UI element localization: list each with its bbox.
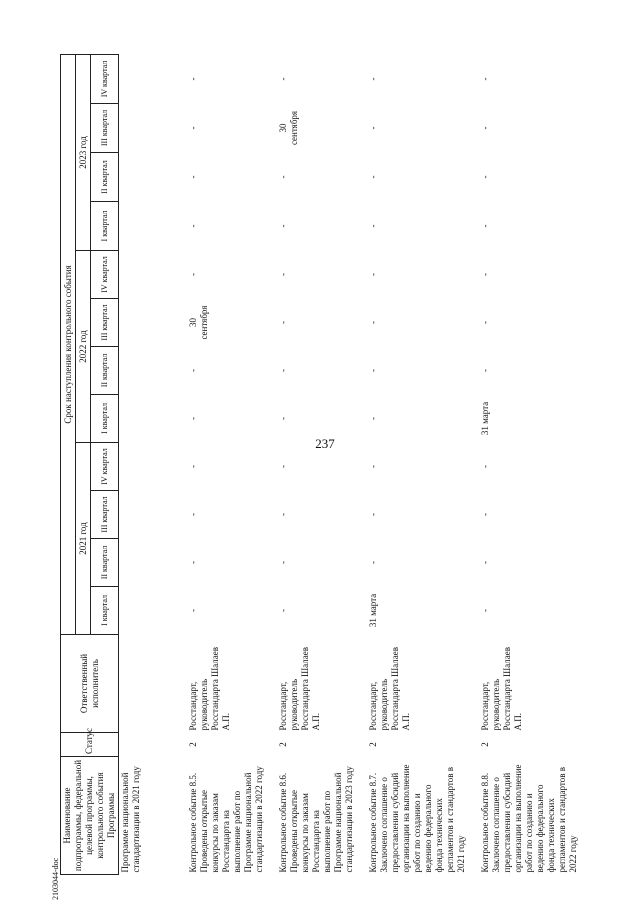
table-row	[187, 54, 277, 874]
header-quarter: I квартал	[91, 395, 119, 443]
quarter-cell	[119, 202, 187, 251]
header-responsible: Ответственный исполнитель	[61, 635, 119, 733]
quarter-cell: -	[367, 513, 378, 516]
header-year-2023: 2023 год	[76, 54, 91, 250]
quarter-cell	[119, 395, 187, 443]
event-name: Программе национальной стандартизации в 2021 году	[120, 766, 141, 873]
header-quarter: II квартал	[91, 347, 119, 395]
event-status: 2	[367, 742, 378, 747]
quarter-cell: -	[277, 369, 288, 372]
control-events-table	[60, 54, 587, 875]
quarter-cell: 31 марта	[367, 593, 378, 628]
quarter-cell: -	[187, 273, 198, 276]
quarter-cell: -	[479, 224, 490, 228]
quarter-cell: -	[187, 561, 198, 564]
header-quarter: IV квартал	[91, 251, 119, 299]
quarter-cell	[119, 347, 187, 395]
header-quarter: I квартал	[91, 587, 119, 635]
quarter-cell: -	[479, 321, 490, 324]
quarter-cell	[119, 104, 187, 153]
quarter-cell: 30 сентября	[187, 305, 209, 340]
quarter-cell: -	[187, 609, 198, 612]
quarter-cell: -	[277, 224, 288, 228]
page-number: 237	[315, 436, 335, 451]
header-deadline: Срок наступления контрольного события	[61, 54, 76, 634]
quarter-cell: -	[367, 175, 378, 179]
quarter-cell: -	[479, 609, 490, 612]
event-responsible: Росстандарт, руководитель Росстандарта Шалаев А.П.	[277, 647, 321, 731]
quarter-cell: -	[277, 273, 288, 276]
quarter-cell: -	[187, 465, 198, 468]
event-name: Контрольное событие 8.6. Проведены открытые конкурсы по заказам Росстандарта на выполнение работ по Программе национальной стандартизации в 2023 году	[277, 766, 354, 873]
quarter-cell: -	[187, 513, 198, 516]
header-quarter: II квартал	[91, 539, 119, 587]
quarter-cell: -	[367, 465, 378, 468]
header-quarter: II квартал	[91, 153, 119, 202]
quarter-cell: -	[367, 126, 378, 130]
event-name: Контрольное событие 8.5. Проведены открытые конкурсы по заказам Росстандарта на выполнение работ по Программе национальной стандартизации в 2022 году	[187, 766, 264, 873]
table-body	[119, 54, 587, 874]
quarter-cell: -	[367, 77, 378, 81]
quarter-cell: -	[367, 417, 378, 420]
quarter-cell: -	[479, 561, 490, 564]
quarter-cell: -	[367, 224, 378, 228]
quarter-cell: -	[367, 561, 378, 564]
quarter-cell: 30 сентября	[277, 110, 299, 146]
event-status: 2	[187, 742, 198, 747]
quarter-cell: -	[277, 417, 288, 420]
header-status: Статус	[61, 733, 119, 757]
quarter-cell: -	[479, 465, 490, 468]
header-quarter: III квартал	[91, 491, 119, 539]
quarter-cell: -	[277, 609, 288, 612]
event-name: Контрольное событие 8.7. Заключено соглашение о предоставлении субсидий организации на выполнение работ по созданию и ведению федерального фонда технических регламентов и стандартов в 2021 году	[367, 764, 466, 873]
quarter-cell: -	[187, 417, 198, 420]
quarter-cell	[119, 251, 187, 299]
header-quarter: I квартал	[91, 202, 119, 251]
quarter-cell: -	[479, 369, 490, 372]
event-status: 2	[479, 742, 490, 747]
event-responsible: Росстандарт, руководитель Росстандарта Шалаев А.П.	[367, 647, 411, 731]
quarter-cell: -	[277, 175, 288, 179]
rotated-table-container	[60, 55, 580, 875]
event-status	[119, 733, 187, 757]
header-quarter: IV квартал	[91, 54, 119, 103]
quarter-cell	[119, 491, 187, 539]
quarter-cell: -	[479, 513, 490, 516]
table-row	[277, 54, 367, 874]
table-row	[119, 54, 187, 874]
quarter-cell: -	[187, 175, 198, 179]
header-quarter: IV квартал	[91, 443, 119, 491]
quarter-cell: -	[187, 224, 198, 228]
table-header	[61, 54, 119, 874]
event-responsible: Росстандарт, руководитель Росстандарта Шалаев А.П.	[187, 647, 231, 731]
quarter-cell: -	[479, 273, 490, 276]
quarter-cell: 31 марта	[479, 401, 490, 436]
quarter-cell: -	[187, 126, 198, 130]
quarter-cell: -	[277, 321, 288, 324]
quarter-cell: -	[367, 273, 378, 276]
quarter-cell	[119, 539, 187, 587]
event-responsible	[119, 635, 187, 733]
quarter-cell: -	[277, 513, 288, 516]
event-status: 2	[277, 742, 288, 747]
quarter-cell	[119, 299, 187, 347]
quarter-cell	[119, 153, 187, 202]
quarter-cell: -	[187, 77, 198, 81]
header-quarter: III квартал	[91, 104, 119, 153]
quarter-cell: -	[277, 561, 288, 564]
quarter-cell: -	[479, 77, 490, 81]
header-year-2021: 2021 год	[76, 443, 91, 635]
header-year-2022: 2022 год	[76, 251, 91, 443]
quarter-cell	[119, 54, 187, 103]
quarter-cell: -	[479, 175, 490, 179]
document-id: 2103044-doc	[51, 857, 60, 900]
quarter-cell	[119, 443, 187, 491]
event-responsible: Росстандарт, руководитель Росстандарта Шалаев А.П.	[479, 647, 523, 731]
quarter-cell: -	[277, 465, 288, 468]
quarter-cell: -	[367, 321, 378, 324]
event-name: Контрольное событие 8.8. Заключено соглашение о предоставлении субсидий организации на выполнение работ по созданию и ведению федерального фонда технических регламентов и стандартов в 2022 году	[479, 764, 578, 873]
quarter-cell: -	[187, 369, 198, 372]
quarter-cell: -	[277, 77, 288, 81]
table-row	[367, 54, 479, 874]
table-row	[479, 54, 587, 874]
quarter-cell: -	[367, 369, 378, 372]
quarter-cell	[119, 587, 187, 635]
header-name: Наименование подпрограммы, федеральной целевой программы, контрольного события Программы	[61, 757, 119, 875]
header-quarter: III квартал	[91, 299, 119, 347]
quarter-cell: -	[479, 126, 490, 130]
